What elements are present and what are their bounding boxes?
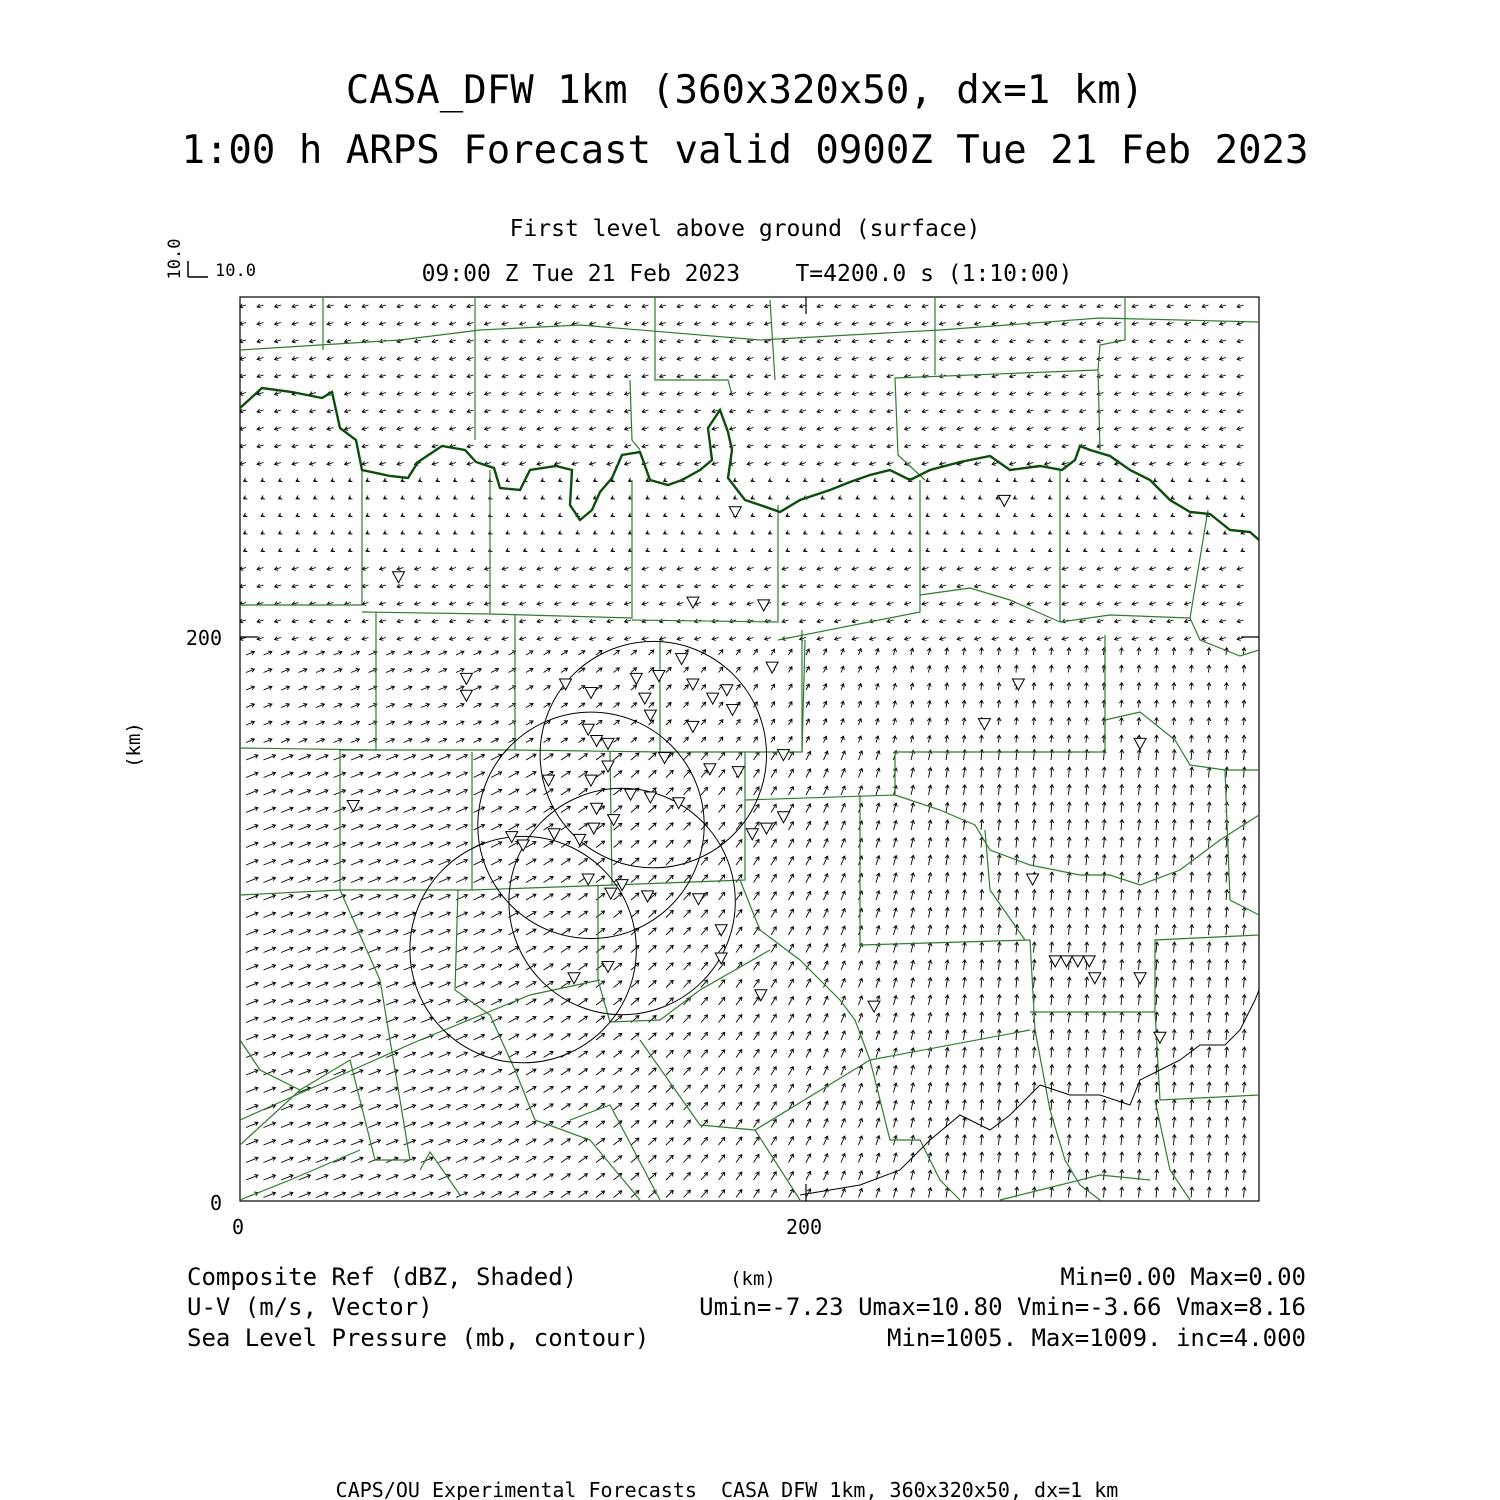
figure-title-line2: 1:00 h ARPS Forecast valid 0900Z Tue 21 Feb 2023 [181, 128, 1309, 173]
map-plot-area [240, 297, 1259, 1201]
legend-field-reflectivity: Composite Ref (dBZ, Shaded) [187, 1263, 578, 1291]
legend-stats-wind: Umin=-7.23 Umax=10.80 Vmin=-3.66 Vmax=8.16 [699, 1293, 1306, 1321]
legend-stats-pressure: Min=1005. Max=1009. inc=4.000 [886, 1324, 1306, 1352]
plot-frame [240, 297, 1259, 1201]
legend-field-wind: U-V (m/s, Vector) [187, 1293, 433, 1321]
x-axis-label: (km) [730, 1268, 776, 1290]
y-axis-label: (km) [123, 722, 145, 768]
x-tick-label-0: 0 [231, 1215, 245, 1239]
footer-credit: CAPS/OU Experimental Forecasts CASA DFW 1km, 360x320x50, dx=1 km [335, 1478, 1119, 1500]
level-subtitle: First level above ground (surface) [509, 216, 981, 242]
vector-scale-horizontal-label: 10.0 [215, 261, 256, 281]
y-tick-label-0: 0 [209, 1191, 222, 1215]
y-tick-label-200: 200 [185, 626, 222, 650]
valid-time-line: 09:00 Z Tue 21 Feb 2023 T=4200.0 s (1:10:00) [421, 261, 1073, 287]
figure-title-line1: CASA_DFW 1km (360x320x50, dx=1 km) [345, 68, 1145, 113]
legend-field-pressure: Sea Level Pressure (mb, contour) [187, 1324, 650, 1352]
legend-stats-reflectivity: Min=0.00 Max=0.00 [1060, 1263, 1306, 1291]
x-tick-label-200: 200 [785, 1215, 823, 1239]
vector-scale-key [165, 239, 256, 281]
vector-scale-vertical-label: 10.0 [165, 238, 185, 280]
